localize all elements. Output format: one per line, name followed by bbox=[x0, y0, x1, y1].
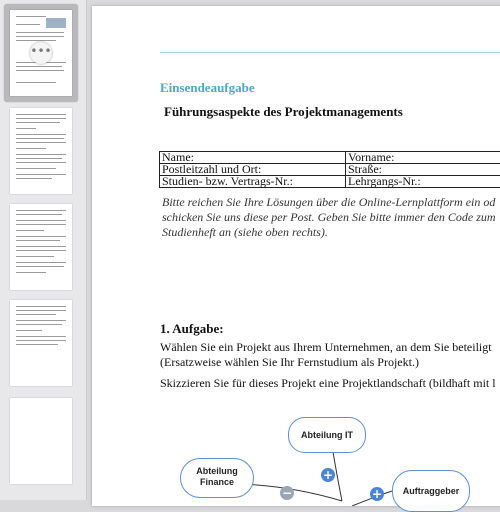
node-finance-line-1: Abteilung bbox=[181, 466, 253, 477]
thumbnail-page-1-selected[interactable] bbox=[4, 4, 78, 102]
node-abteilung-it: Abteilung IT bbox=[288, 417, 366, 453]
task-1-line-2: (Ersatzweise wählen Sie Ihr Fernstudium als Projekt.) bbox=[160, 355, 419, 370]
minus-icon: − bbox=[280, 486, 294, 500]
postal-code-city-field[interactable]: Postleitzahl und Ort: bbox=[160, 164, 346, 176]
document-title: Führungsaspekte des Projektmanagements bbox=[164, 104, 403, 120]
plus-icon: + bbox=[370, 487, 384, 501]
instructions-line-2: schicken Sie uns diese per Post. Geben Sie bitte immer den Code zum bbox=[162, 210, 500, 225]
thumbnail-page-2[interactable] bbox=[10, 108, 72, 194]
node-finance-line-2: Finance bbox=[181, 477, 253, 488]
node-abteilung-finance bbox=[180, 458, 254, 498]
thumbnail-page-3[interactable] bbox=[10, 204, 72, 290]
instructions-line-1: Bitte reichen Sie Ihre Lösungen über die Online-Lernplattform ein od bbox=[162, 195, 500, 210]
task-1-line-3: Skizzieren Sie für dieses Projekt eine Projektlandschaft (bildhaft mit l bbox=[160, 376, 496, 391]
course-number-field[interactable]: Lehrgangs-Nr.: bbox=[346, 176, 500, 188]
document-page bbox=[92, 6, 500, 506]
sidebar-divider bbox=[86, 0, 87, 500]
first-name-field[interactable]: Vorname: bbox=[346, 152, 500, 164]
task-1-line-1: Wählen Sie ein Projekt aus Ihrem Unternehmen, an dem Sie beteiligt bbox=[160, 340, 492, 355]
thumbnail-page-4[interactable] bbox=[10, 300, 72, 386]
thumbnail-sidebar bbox=[0, 0, 86, 500]
instructions-line-3: Studienheft an (siehe oben rechts). bbox=[162, 225, 500, 240]
street-field[interactable]: Straße: bbox=[346, 164, 500, 176]
name-field[interactable]: Name: bbox=[160, 152, 346, 164]
section-heading: Einsendeaufgabe bbox=[160, 80, 255, 96]
contract-number-field[interactable]: Studien- bzw. Vertrags-Nr.: bbox=[160, 176, 346, 188]
plus-icon: + bbox=[321, 468, 335, 482]
page-options-button[interactable]: ••• bbox=[30, 42, 52, 64]
node-auftraggeber: Auftraggeber bbox=[392, 470, 470, 512]
task-1-title: 1. Aufgabe: bbox=[160, 321, 224, 337]
thumbnail-page-5[interactable] bbox=[10, 398, 72, 484]
